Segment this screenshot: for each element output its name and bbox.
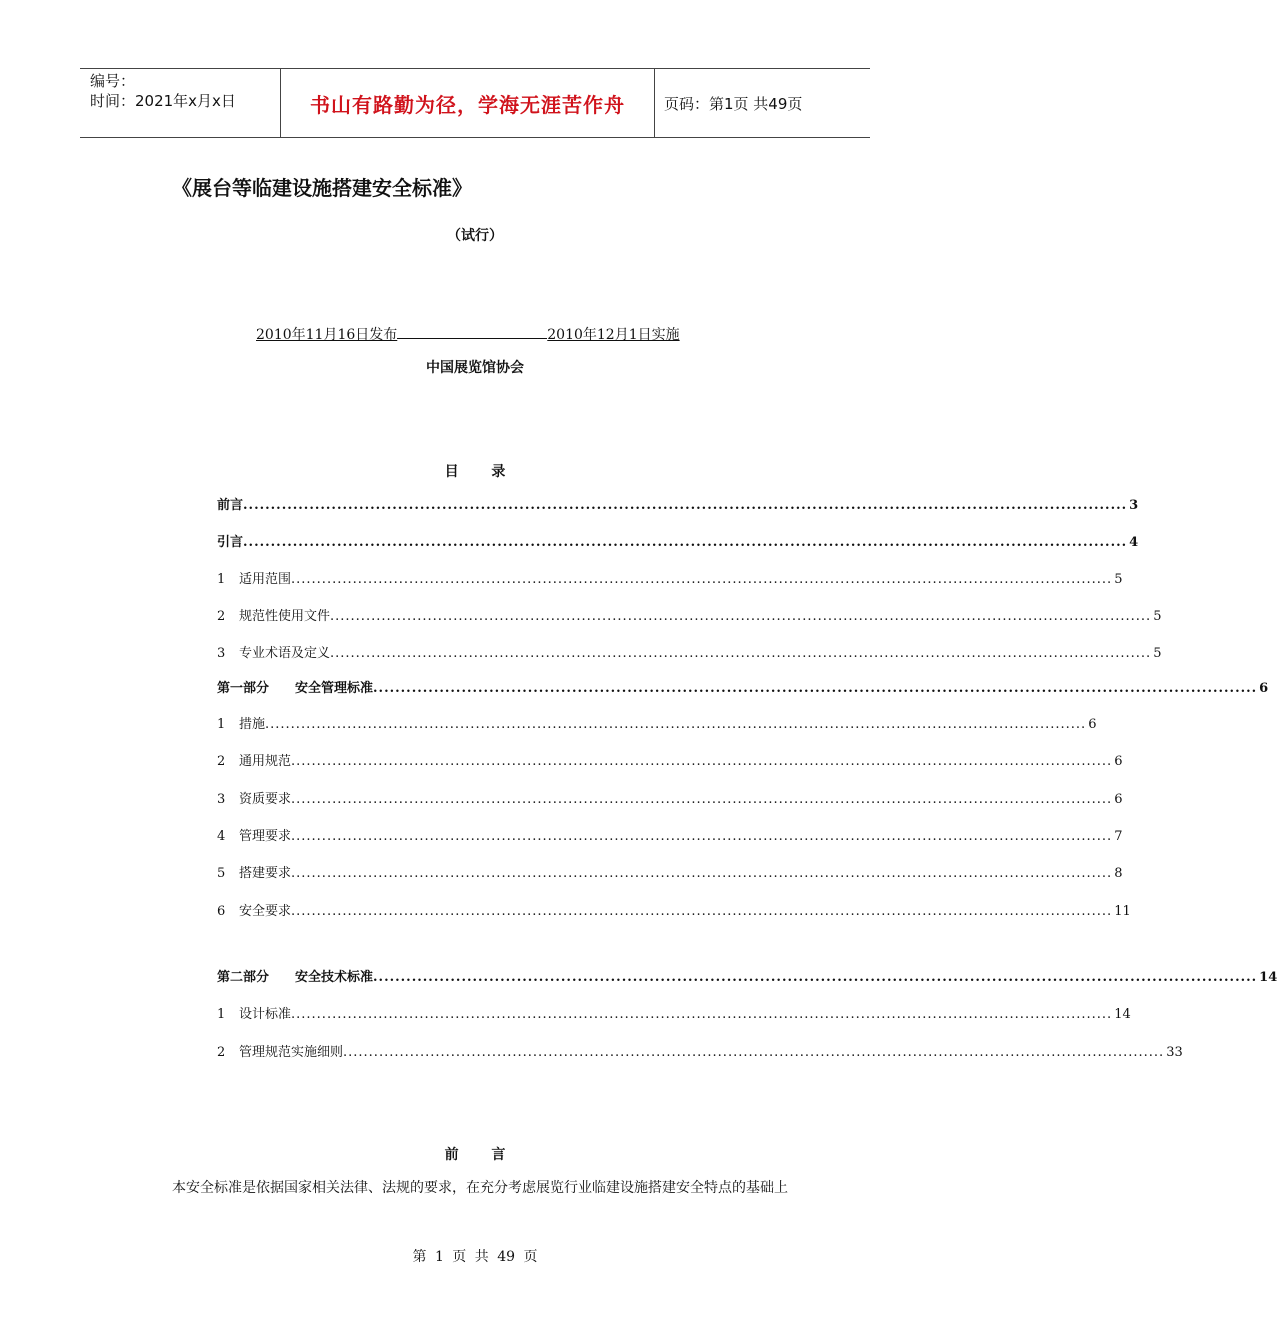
toc-item[interactable] bbox=[217, 900, 1131, 919]
toc-item-label: 专业术语及定义 bbox=[239, 646, 331, 661]
toc-leader-dots: ................................................................................................................................................................ bbox=[291, 904, 1113, 919]
toc-leader-dots: ................................................................................................................................................................ bbox=[330, 646, 1152, 661]
toc-item-label: 设计标准 bbox=[239, 1007, 292, 1022]
header-meta bbox=[90, 71, 236, 111]
page-footer: 第 1 页 共 49 页 bbox=[412, 1249, 538, 1265]
toc-item[interactable] bbox=[217, 568, 1123, 587]
toc-item-label: 安全要求 bbox=[239, 904, 292, 919]
toc-item[interactable] bbox=[217, 966, 1277, 985]
toc-item[interactable] bbox=[217, 825, 1123, 844]
toc-item-label: 管理要求 bbox=[239, 829, 292, 844]
toc-item-number: 1 bbox=[217, 717, 226, 732]
toc-item[interactable] bbox=[217, 605, 1162, 624]
page-header bbox=[80, 68, 870, 138]
toc-item-label: 前言 bbox=[217, 498, 244, 513]
document-subtitle: （试行） bbox=[447, 228, 503, 244]
preface-title: 前 言 bbox=[444, 1147, 506, 1163]
publish-date: 2010年11月16日发布 bbox=[256, 327, 398, 343]
effective-date: 2010年12月1日实施 bbox=[547, 327, 680, 343]
toc-item-page: 14 bbox=[1114, 1007, 1131, 1022]
toc-item-page: 8 bbox=[1114, 866, 1123, 881]
document-title: 《展台等临建设施搭建安全标准》 bbox=[172, 176, 472, 200]
toc-item[interactable] bbox=[217, 713, 1097, 732]
toc-item-page: 3 bbox=[1129, 498, 1139, 513]
toc-item-page: 6 bbox=[1088, 717, 1097, 732]
toc-item[interactable] bbox=[217, 862, 1123, 881]
toc-leader-dots: ................................................................................................................................................................ bbox=[291, 866, 1113, 881]
toc-item[interactable] bbox=[217, 788, 1123, 807]
toc-item-page: 5 bbox=[1114, 572, 1123, 587]
toc-item-label: 适用范围 bbox=[239, 572, 292, 587]
toc-title: 目 录 bbox=[444, 464, 506, 480]
toc-item-page: 14 bbox=[1259, 970, 1277, 985]
toc-item-page: 11 bbox=[1114, 904, 1131, 919]
toc-leader-dots: ................................................................................................................................................................ bbox=[243, 535, 1128, 550]
date-line bbox=[256, 324, 680, 344]
toc-leader-dots: ................................................................................................................................................................ bbox=[343, 1045, 1165, 1060]
toc-item-page: 33 bbox=[1166, 1045, 1183, 1060]
toc-item-page: 4 bbox=[1129, 535, 1139, 550]
toc-leader-dots: ................................................................................................................................................................ bbox=[291, 792, 1113, 807]
toc-item[interactable] bbox=[217, 531, 1139, 550]
toc-item[interactable] bbox=[217, 494, 1139, 513]
toc-item-page: 6 bbox=[1114, 792, 1123, 807]
toc-item[interactable] bbox=[217, 1041, 1183, 1060]
toc-leader-dots: ................................................................................................................................................................ bbox=[265, 717, 1087, 732]
toc-item-number: 2 bbox=[217, 754, 226, 769]
preface-text: 本安全标准是依据国家相关法律、法规的要求，在充分考虑展览行业临建设施搭建安全特点的基础上 bbox=[172, 1180, 788, 1196]
toc-item-page: 5 bbox=[1153, 609, 1162, 624]
toc-item[interactable] bbox=[217, 750, 1123, 769]
toc-leader-dots: ................................................................................................................................................................ bbox=[373, 681, 1258, 696]
toc-item[interactable] bbox=[217, 677, 1269, 696]
toc-item-label: 措施 bbox=[239, 717, 266, 732]
toc-leader-dots: ................................................................................................................................................................ bbox=[291, 754, 1113, 769]
toc-item-label: 通用规范 bbox=[239, 754, 292, 769]
toc-item-number: 第二部分 bbox=[217, 970, 270, 985]
toc-item-number: 2 bbox=[217, 609, 226, 624]
toc-item[interactable] bbox=[217, 642, 1162, 661]
underline-gap bbox=[397, 326, 547, 339]
toc-leader-dots: ................................................................................................................................................................ bbox=[291, 1007, 1113, 1022]
toc-item-number: 3 bbox=[217, 792, 226, 807]
toc-item-number: 第一部分 bbox=[217, 681, 270, 696]
toc-item-page: 6 bbox=[1114, 754, 1123, 769]
toc-leader-dots: ................................................................................................................................................................ bbox=[330, 609, 1152, 624]
toc-item-label: 安全技术标准 bbox=[295, 970, 374, 985]
toc-leader-dots: ................................................................................................................................................................ bbox=[291, 572, 1113, 587]
toc-item-number: 6 bbox=[217, 904, 226, 919]
toc-item-number: 2 bbox=[217, 1045, 226, 1060]
toc-item-page: 6 bbox=[1259, 681, 1269, 696]
time-label: 时间：2021年x月x日 bbox=[90, 92, 236, 110]
toc-item-label: 搭建要求 bbox=[239, 866, 292, 881]
toc-leader-dots: ................................................................................................................................................................ bbox=[373, 970, 1258, 985]
toc-item-label: 规范性使用文件 bbox=[239, 609, 331, 624]
toc-item-page: 7 bbox=[1114, 829, 1123, 844]
toc-item-page: 5 bbox=[1153, 646, 1162, 661]
toc-item-number: 1 bbox=[217, 1007, 226, 1022]
toc-item[interactable] bbox=[217, 1003, 1131, 1022]
toc-item-label: 安全管理标准 bbox=[295, 681, 374, 696]
header-page-info: 页码：第1页 共49页 bbox=[664, 95, 803, 113]
toc-item-number: 3 bbox=[217, 646, 226, 661]
toc-item-number: 5 bbox=[217, 866, 226, 881]
organization: 中国展览馆协会 bbox=[426, 360, 524, 376]
header-motto: 书山有路勤为径，学海无涯苦作舟 bbox=[310, 93, 625, 117]
toc-item-label: 管理规范实施细则 bbox=[239, 1045, 344, 1060]
toc-leader-dots: ................................................................................................................................................................ bbox=[291, 829, 1113, 844]
toc-item-label: 引言 bbox=[217, 535, 244, 550]
toc-item-number: 1 bbox=[217, 572, 226, 587]
toc-item-number: 4 bbox=[217, 829, 226, 844]
toc-leader-dots: ................................................................................................................................................................ bbox=[243, 498, 1128, 513]
serial-number-label: 编号： bbox=[90, 72, 136, 90]
header-divider bbox=[654, 69, 655, 137]
toc-item-label: 资质要求 bbox=[239, 792, 292, 807]
